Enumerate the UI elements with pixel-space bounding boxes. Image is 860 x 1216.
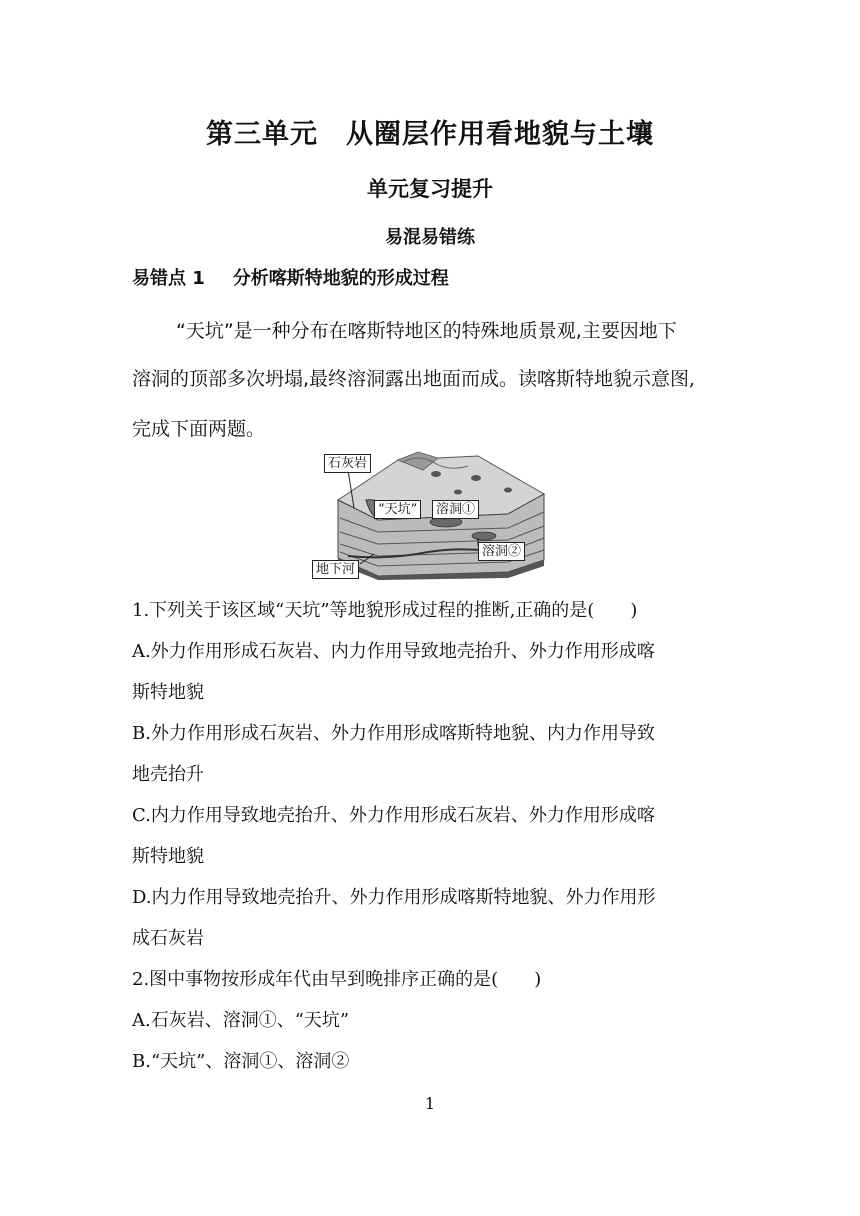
question-1-option-c-line-1: C.内力作用导致地壳抬升、外力作用形成石灰岩、外力作用形成喀 [132,805,655,826]
label-underground-river: 地下河 [312,560,359,579]
question-1-option-c-line-2: 斯特地貌 [132,846,204,867]
question-2-option-a: A.石灰岩、溶洞①、“天坑” [132,1010,350,1031]
intro-line-3: 完成下面两题。 [132,418,266,440]
question-1-option-a-line-1: A.外力作用形成石灰岩、内力作用导致地壳抬升、外力作用形成喀 [132,641,655,662]
unit-subtitle: 单元复习提升 [367,177,493,201]
label-cave-2: 溶洞② [478,542,525,561]
question-1-option-d-line-2: 成石灰岩 [132,928,204,949]
error-point-label: 易错点 1 [132,268,205,289]
karst-diagram [308,448,550,580]
unit-title: 第三单元 从圈层作用看地貌与土壤 [206,119,654,150]
question-2-stem: 2.图中事物按形成年代由早到晚排序正确的是( ) [132,969,542,990]
page-number: 1 [424,1094,436,1113]
question-1-option-b-line-1: B.外力作用形成石灰岩、外力作用形成喀斯特地貌、内力作用导致 [132,723,655,744]
error-point-text: 分析喀斯特地貌的形成过程 [232,268,449,289]
intro-line-1: “天坑”是一种分布在喀斯特地区的特殊地质景观,主要因地下 [176,320,677,342]
question-2-option-b: B.“天坑”、溶洞①、溶洞② [132,1051,350,1072]
question-1-option-b-line-2: 地壳抬升 [132,764,204,785]
intro-line-2 [132,364,695,391]
error-point-heading [132,264,449,290]
label-tiankeng: “天坑” [374,500,421,519]
intro-line-2-rest: 读喀斯特地貌示意图, [518,368,696,390]
intro-line-2-bold: 溶洞的顶部多次坍塌,最终溶洞露出地面而成。 [132,368,519,390]
label-cave-1: 溶洞① [432,500,479,519]
question-1-option-a-line-2: 斯特地貌 [132,682,204,703]
question-1-stem: 1.下列关于该区域“天坑”等地貌形成过程的推断,正确的是( ) [132,600,638,621]
question-1-option-d-line-1: D.内力作用导致地壳抬升、外力作用形成喀斯特地貌、外力作用形 [132,887,656,908]
section-heading: 易混易错练 [385,227,475,248]
label-limestone: 石灰岩 [324,454,371,473]
